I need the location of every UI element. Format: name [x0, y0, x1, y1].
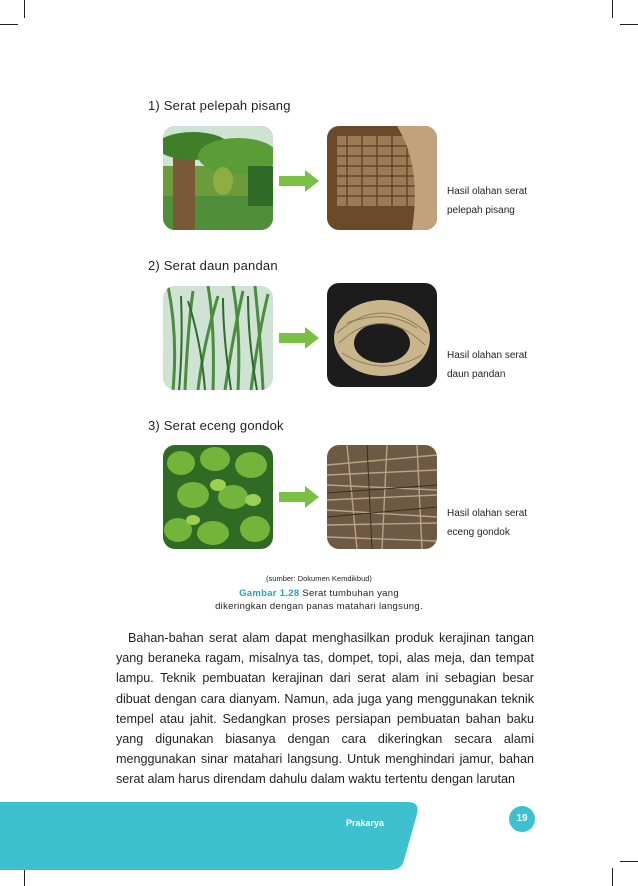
result-caption-line: eceng gondok	[447, 527, 510, 538]
footer-band	[0, 802, 420, 870]
result-caption-water-hyacinth	[447, 504, 527, 542]
figure-label: Gambar 1.28	[239, 588, 300, 599]
body-paragraph: Bahan-bahan serat alam dapat menghasilkan produk kerajinan tangan yang beraneka ragam, misalnya tas, dompet, topi, alas meja, dan tempat lampu. Teknik pembuatan kerajinan dari serat alam ini sebagian besar dibuat dengan cara dianyam. Namun, ada juga yang menggunakan teknik tempel atau jahit. Sedangkan proses persiapan pembuatan bahan baku yang digunakan biasanya dengan cara dikeringkan secara alami menggunakan sinar matahari langsung. Untuk menghindari jamur, bahan serat alam harus direndam dahulu dalam waktu tertentu dengan larutan	[116, 631, 534, 787]
figure-source: (sumber: Dokumen Kemdikbud)	[266, 574, 372, 583]
crop-mark	[24, 0, 25, 18]
figure-caption-line-1: Serat tumbuhan yang	[299, 588, 399, 599]
result-caption-pandan	[447, 346, 527, 384]
result-caption-line: Hasil olahan serat	[447, 186, 528, 197]
crop-mark	[24, 868, 25, 886]
result-caption-line: pelepah pisang	[447, 205, 515, 216]
water-hyacinth-photo	[163, 445, 273, 549]
arrow-right-icon	[279, 327, 319, 349]
crop-mark	[620, 24, 638, 25]
figure-caption-line-2: dikeringkan dengan panas matahari langsung.	[215, 601, 423, 612]
crop-mark	[612, 0, 613, 18]
section-title-banana: 1) Serat pelepah pisang	[148, 98, 291, 113]
pandan-plant-photo	[163, 286, 273, 390]
result-caption-line: Hasil olahan serat	[447, 350, 528, 361]
dried-water-hyacinth-photo	[327, 445, 437, 549]
footer-subject: Prakarya	[346, 818, 385, 828]
result-caption-line: Hasil olahan serat	[447, 508, 528, 519]
result-caption-banana	[447, 182, 527, 220]
arrow-right-icon	[279, 170, 319, 192]
dried-pandan-photo	[327, 283, 437, 387]
woven-basket-photo	[327, 126, 437, 230]
page-number: 19	[509, 806, 535, 832]
arrow-right-icon	[279, 486, 319, 508]
result-caption-line: daun pandan	[447, 369, 506, 380]
section-title-water-hyacinth: 3) Serat eceng gondok	[148, 418, 284, 433]
body-text	[116, 628, 534, 790]
figure-caption	[180, 587, 458, 613]
crop-mark	[620, 861, 638, 862]
section-title-pandan: 2) Serat daun pandan	[148, 258, 278, 273]
banana-plant-photo	[163, 126, 273, 230]
crop-mark	[0, 24, 18, 25]
crop-mark	[612, 868, 613, 886]
